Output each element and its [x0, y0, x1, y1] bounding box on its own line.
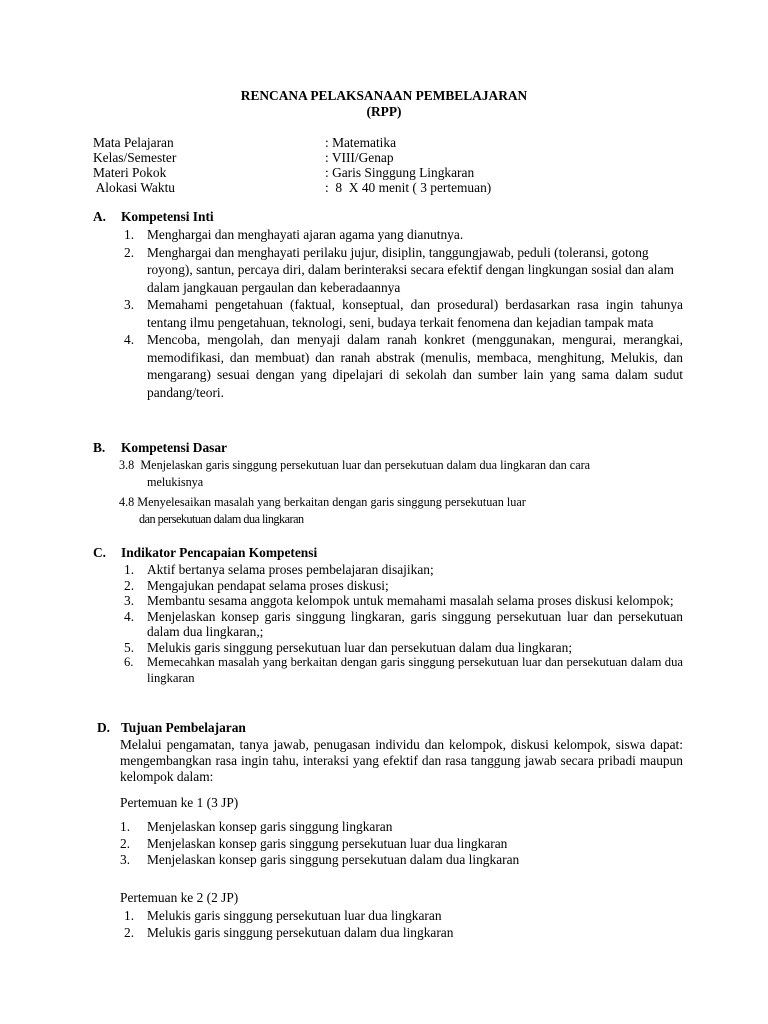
- item-text: Memecahkan masalah yang berkaitan dengan garis singgung persekutuan luar dan persekutuan dalam dua lingkaran: [147, 655, 683, 685]
- section-heading: [93, 440, 683, 457]
- section-title: Kompetensi Dasar: [121, 440, 228, 455]
- item-number: 2.: [124, 244, 135, 260]
- identity-label: Alokasi Waktu: [93, 180, 175, 195]
- item-number: 1.: [124, 907, 135, 923]
- section-title: Indikator Pencapaian Kompetensi: [121, 545, 318, 560]
- item-text: Menjelaskan konsep garis singgung lingkaran, garis singgung persekutuan luar dan persekutuan dalam dua lingkaran,;: [147, 608, 683, 639]
- identity-label: Mata Pelajaran: [93, 135, 174, 150]
- section-tujuan: [93, 720, 683, 941]
- section-heading: [93, 209, 683, 226]
- item-number: 2.: [124, 924, 135, 940]
- item-text: Menjelaskan konsep garis singgung lingkaran: [147, 819, 393, 834]
- meeting-1-list: [93, 819, 683, 869]
- list-item: [93, 907, 683, 924]
- kd-3-8-line1: 3.8 Menjelaskan garis singgung persekutuan luar dan persekutuan dalam dua lingkaran dan cara: [119, 458, 591, 472]
- section-title: Tujuan Pembelajaran: [121, 720, 246, 735]
- item-text: Menghargai dan menghayati ajaran agama yang dianutnya.: [147, 227, 464, 242]
- list-item: [93, 655, 683, 686]
- item-number: 2.: [124, 577, 135, 593]
- item-text: Menjelaskan konsep garis singgung persekutuan luar dua lingkaran: [147, 835, 508, 851]
- tujuan-intro: Melalui pengamatan, tanya jawab, penugasan individu dan kelompok, diskusi kelompok, siswa dapat: mengembangkan rasa ingin tahu, interaksi yang efektif dan rasa tanggung jawab secara pribadi maupun kelompok dalam:: [120, 737, 683, 784]
- section-indikator: [93, 545, 683, 686]
- list-item: [93, 609, 683, 640]
- item-text: Mengajukan pendapat selama proses diskusi;: [147, 577, 389, 593]
- item-number: 1.: [124, 227, 135, 242]
- document-title: RENCANA PELAKSANAAN PEMBELAJARAN: [240, 88, 528, 103]
- kd-4-8-line2: dan persekutuan dalam dua lingkaran: [139, 512, 304, 526]
- section-kompetensi-dasar: [93, 440, 683, 528]
- item-text: Aktif bertanya selama proses pembelajaran disajikan;: [147, 562, 434, 577]
- list-item: [93, 562, 683, 578]
- item-text: Melukis garis singgung persekutuan dalam dua lingkaran: [147, 924, 454, 940]
- meeting-1-label: Pertemuan ke 1 (3 JP): [120, 795, 239, 810]
- kompetensi-dasar-list: [93, 457, 683, 528]
- identity-value: : Matematika: [325, 135, 397, 150]
- list-item: [93, 640, 683, 656]
- item-number: 3.: [124, 593, 135, 608]
- item-number: 5.: [124, 639, 135, 655]
- section-letter: A.: [93, 209, 107, 224]
- tujuan-body: [93, 737, 683, 941]
- list-item: [93, 836, 683, 853]
- item-number: 4.: [124, 332, 135, 347]
- item-number: 6.: [124, 655, 134, 669]
- list-item: [93, 226, 683, 244]
- item-number: 3.: [124, 297, 135, 312]
- item-number: 3.: [120, 852, 131, 867]
- item-text: Menjelaskan konsep garis singgung persekutuan dalam dua lingkaran: [147, 852, 520, 867]
- kompetensi-inti-list: [93, 226, 683, 401]
- identity-label: Materi Pokok: [93, 165, 167, 180]
- list-item: [93, 244, 683, 297]
- item-text: Melukis garis singgung persekutuan luar dua lingkaran: [147, 907, 442, 923]
- section-letter: B.: [93, 440, 106, 455]
- identity-value: : Garis Singgung Lingkaran: [325, 165, 475, 180]
- kd-3-8-line2: melukisnya: [147, 475, 204, 489]
- meeting-2-label: Pertemuan ke 2 (2 JP): [120, 889, 239, 905]
- list-item: [93, 593, 683, 609]
- item-number: 1.: [124, 562, 135, 577]
- item-number: 1.: [120, 819, 131, 834]
- list-item: [93, 924, 683, 941]
- item-text: Membantu sesama anggota kelompok untuk memahami masalah selama proses diskusi kelompok;: [147, 593, 674, 608]
- section-heading: [93, 545, 683, 562]
- kd-4-8-line1: 4.8 Menyelesaikan masalah yang berkaitan dengan garis singgung persekutuan luar: [119, 495, 526, 509]
- indikator-list: [93, 562, 683, 686]
- identity-value: : 8 X 40 menit ( 3 pertemuan): [325, 180, 492, 195]
- list-item: [93, 331, 683, 401]
- list-item: [93, 296, 683, 331]
- meeting-2-list: [93, 907, 683, 941]
- section-letter: C.: [93, 545, 107, 560]
- item-text: Menghargai dan menghayati perilaku jujur, disiplin, tanggungjawab, peduli (toleransi, gotong royong), santun, percaya diri, dalam berinteraksi secara efektif dengan lingkungan sosial dan alam dalam jangkauan pergaulan dan keberadaannya: [147, 244, 674, 295]
- item-text: Mencoba, mengolah, dan menyaji dalam ranah konkret (menggunakan, mengurai, merangkai, memodifikasi, dan membuat) dan ranah abstrak (menulis, membaca, menghitung, Melukis, dan mengarang) sesuai dengan yang dipelajari di sekolah dan sumber lain yang sama dalam sudut pandang/teori.: [147, 332, 683, 400]
- identity-value: : VIII/Genap: [325, 150, 394, 165]
- item-text: Melukis garis singgung persekutuan luar dan persekutuan dalam dua lingkaran;: [147, 639, 573, 655]
- list-item: [93, 819, 683, 836]
- section-letter: D.: [97, 720, 111, 735]
- identity-label: Kelas/Semester: [93, 150, 177, 165]
- section-heading: [97, 720, 683, 737]
- list-item: [93, 852, 683, 869]
- section-kompetensi-inti: [93, 209, 683, 401]
- item-text: Memahami pengetahuan (faktual, konseptual, dan prosedural) berdasarkan rasa ingin tahunya tentang ilmu pengetahuan, teknologi, seni, budaya terkait fenomena dan kejadian tampak mata: [147, 297, 683, 330]
- item-number: 2.: [120, 835, 131, 851]
- item-number: 4.: [124, 608, 135, 624]
- section-title: Kompetensi Inti: [121, 209, 214, 224]
- list-item: [93, 578, 683, 594]
- document-subtitle: (RPP): [366, 104, 402, 119]
